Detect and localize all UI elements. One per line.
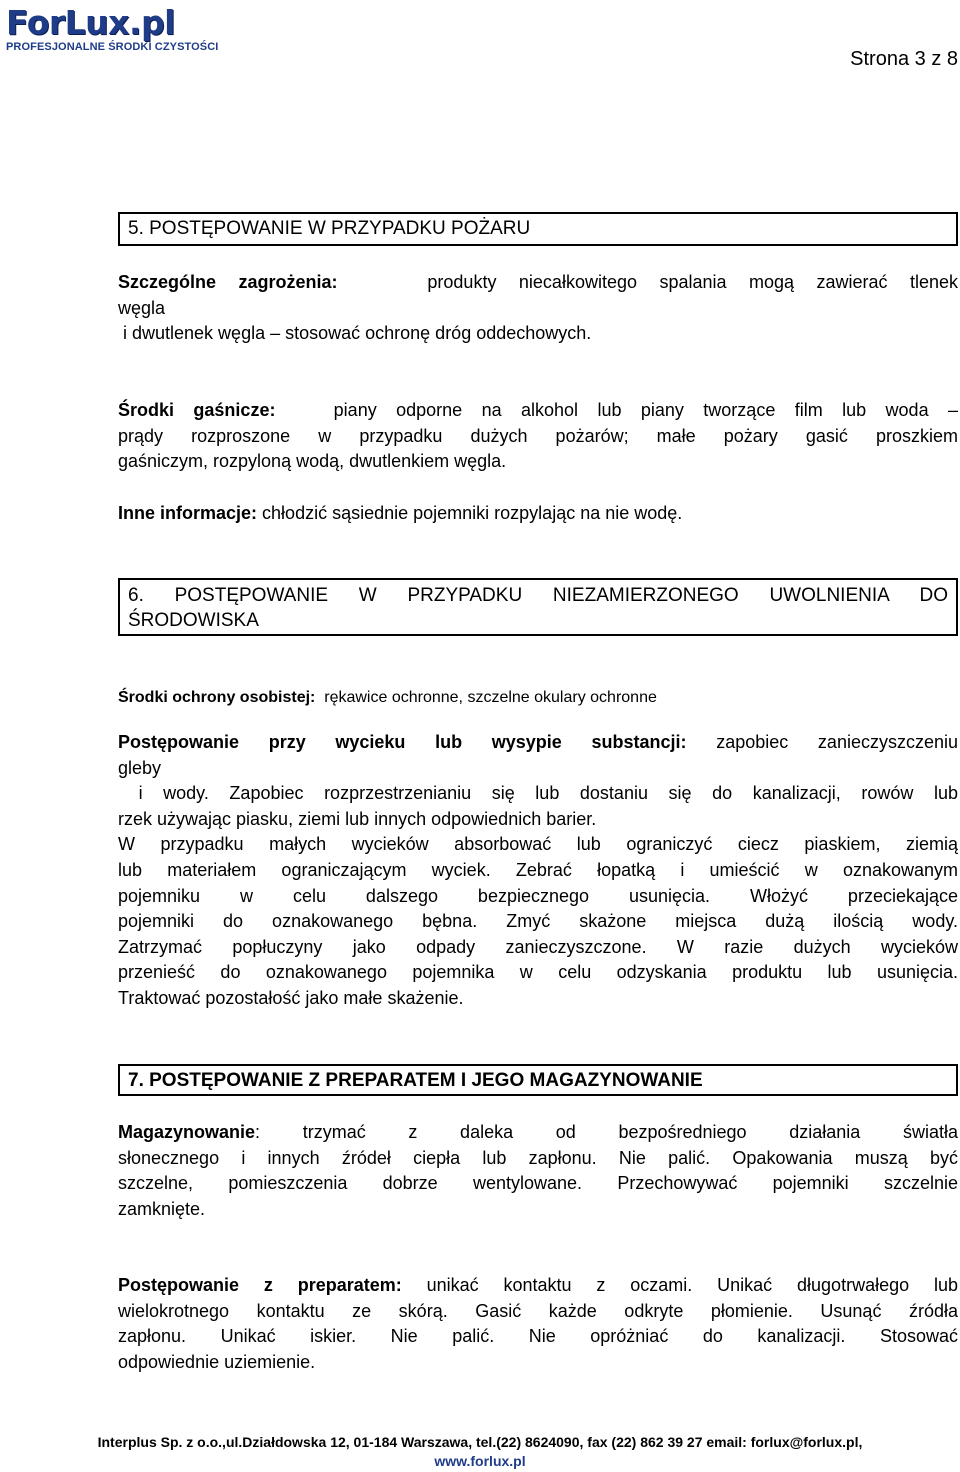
logo-tagline: PROFESJONALNE ŚRODKI CZYSTOŚCI [6, 41, 219, 53]
handling-line-3: zapłonu. Unikać iskier. Nie palić. Nie opróżniać do kanalizacji. Stosować [118, 1326, 958, 1347]
spill-line-3: i wody. Zapobiec rozprzestrzenianiu się lub dostaniu się do kanalizacji, rowów lub [118, 783, 958, 804]
section-5-other-info [118, 501, 958, 527]
ppe-label: Środki ochrony osobistej: [118, 689, 316, 706]
section-5-heading: 5. POSTĘPOWANIE W PRZYPADKU POŻARU [128, 218, 531, 239]
section-7-handling [118, 1273, 958, 1375]
spill-line-1: Postępowanie przy wycieku lub wysypie substancji: zapobiec zanieczyszczeniu [118, 732, 958, 752]
storage-label: Magazynowanie [118, 1122, 256, 1142]
ppe-text: rękawice ochronne, szczelne okulary ochronne [324, 689, 657, 706]
footer-address: Interplus Sp. z o.o.,ul.Działdowska 12, 01-184 Warszawa, tel.(22) 8624090, fax (22) 862 39 27 email: forlux@forlux.pl, [97, 1434, 863, 1450]
company-logo [6, 3, 220, 53]
section-6-heading-line-2: ŚRODOWISKA [128, 610, 259, 631]
section-5-heading-box [118, 212, 958, 246]
spill-line-2: gleby [118, 757, 162, 778]
other-info-text: chłodzić sąsiednie pojemniki rozpylając na nie wodę. [262, 503, 683, 523]
handling-line-2: wielokrotnego kontaktu ze skórą. Gasić każde odkryte płomienie. Usunąć źródła [118, 1300, 958, 1321]
footer-website-link[interactable]: www.forlux.pl [434, 1453, 526, 1469]
hazards-line-2: węgla [118, 297, 166, 318]
logo-wordmark: ForLux.pl [6, 3, 175, 42]
spill-line-10: przenieść do oznakowanego pojemnika w celu odzyskania produktu lub usunięcia. [118, 962, 958, 983]
extinguishing-label: Środki gaśnicze: [118, 400, 276, 420]
section-6-heading-box [118, 578, 958, 636]
section-6-spill [118, 730, 958, 1012]
section-7-heading-box [118, 1064, 958, 1096]
handling-line-1: Postępowanie z preparatem: unikać kontaktu z oczami. Unikać długotrwałego lub [118, 1275, 958, 1295]
handling-label: Postępowanie z preparatem: [118, 1275, 402, 1295]
storage-line-1: Magazynowanie: trzymać z daleka od bezpośredniego działania światła [118, 1122, 958, 1142]
section-6-heading-line-1: 6. POSTĘPOWANIE W PRZYPADKU NIEZAMIERZONEGO UWOLNIENIA DO [128, 585, 948, 606]
other-info-label: Inne informacje: [118, 503, 258, 523]
storage-line-2: słonecznego i innych źródeł ciepła lub zapłonu. Nie palić. Opakowania muszą być [118, 1147, 958, 1168]
extinguishing-line-3: gaśniczym, rozpyloną wodą, dwutlenkiem węgla. [118, 451, 507, 472]
hazards-label: Szczególne zagrożenia: [118, 272, 338, 292]
spill-label: Postępowanie przy wycieku lub wysypie substancji: [118, 732, 687, 752]
hazards-line-3: i dwutlenek węgla – stosować ochronę dróg oddechowych. [118, 323, 592, 344]
section-7-heading: 7. POSTĘPOWANIE Z PREPARATEM I JEGO MAGAZYNOWANIE [128, 1070, 703, 1091]
spill-line-11: Traktować pozostałość jako małe skażenie. [118, 987, 464, 1008]
storage-line-3: szczelne, pomieszczenia dobrze wentylowane. Przechowywać pojemniki szczelnie [118, 1173, 958, 1194]
extinguishing-line-2: prądy rozproszone w przypadku dużych pożarów; małe pożary gasić proszkiem [118, 425, 958, 446]
spill-line-4: rzek używając piasku, ziemi lub innych odpowiednich barier. [118, 808, 597, 829]
section-6-ppe [118, 687, 958, 709]
spill-line-7: pojemniku w celu dalszego bezpiecznego usunięcia. Włożyć przeciekające [118, 885, 958, 906]
spill-line-9: Zatrzymać popłuczyny jako odpady zanieczyszczone. W razie dużych wycieków [118, 936, 958, 957]
spill-line-8: pojemniki do oznakowanego bębna. Zmyć skażone miejsca dużą ilością wody. [118, 911, 958, 932]
storage-line-4: zamknięte. [118, 1198, 206, 1219]
section-5-hazards [118, 270, 958, 347]
page-number: Strona 3 z 8 [850, 48, 958, 70]
hazards-line-1: Szczególne zagrożenia: produkty niecałkowitego spalania mogą zawierać tlenek [118, 272, 958, 292]
spill-line-6: lub materiałem ograniczającym wyciek. Zebrać łopatką i umieścić w oznakowanym [118, 859, 958, 880]
section-5-extinguishing [118, 398, 958, 475]
section-7-storage [118, 1120, 958, 1222]
handling-line-4: odpowiednie uziemienie. [118, 1351, 316, 1372]
spill-line-5: W przypadku małych wycieków absorbować lub ograniczyć ciecz piaskiem, ziemią [118, 834, 958, 855]
extinguishing-line-1: Środki gaśnicze: piany odporne na alkohol lub piany tworzące film lub woda – [118, 400, 958, 420]
